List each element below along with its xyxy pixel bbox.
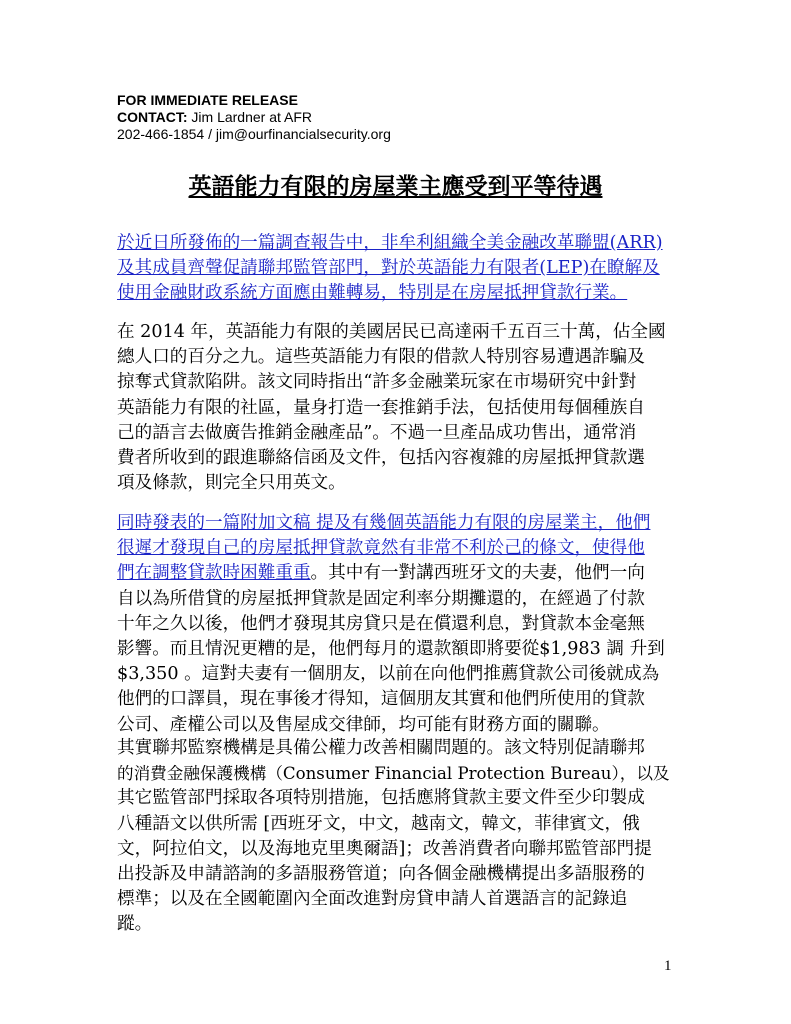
paragraph-line: 影響。而且情況更糟的是，他們每月的還款額即將要從$1,983 調 升到 [117, 639, 665, 660]
page-number: 1 [664, 958, 672, 974]
paragraph-line: $3,350 。這對夫妻有一個朋友，以前在向他們推薦貸款公司後就成為 [117, 664, 660, 685]
recommendations-paragraph [117, 736, 682, 938]
paragraph-line: 在 2014 年，英語能力有限的美國居民已高達兩千五百三十萬，佔全國 [117, 322, 666, 342]
contact-line [117, 109, 391, 126]
contact-value: Jim Lardner at AFR [187, 109, 313, 125]
paragraph-line: 自以為所借貸的房屋抵押貸款是固定利率分期攤還的，在經過了付款 [117, 588, 645, 609]
paragraph-line: 他們的口譯員，現在事後才得知，這個朋友其實和他們所使用的貸款 [117, 689, 645, 710]
paragraph-line: 十年之久以後，他們才發現其房貸只是在償還利息，對貸款本金毫無 [117, 613, 645, 634]
case-link-line[interactable]: 同時發表的一篇附加文稿 提及有幾個英語能力有限的房屋業主，他們 [117, 513, 651, 533]
intro-link-line[interactable]: 使用金融財政系統方面應由難轉易，特別是在房屋抵押貸款行業。 [117, 283, 628, 304]
press-header [117, 92, 391, 143]
paragraph-line: 出投訴及申請諮詢的多語服務管道；向各個金融機構提出多語服務的 [117, 864, 645, 885]
document-title: 英語能力有限的房屋業主應受到平等待遇 [188, 173, 603, 200]
case-study-paragraph [117, 511, 682, 738]
paragraph-line: 八種語文以供所需 [西班牙文，中文，越南文，韓文，菲律賓文，俄 [117, 813, 640, 834]
intro-link-line[interactable]: 於近日所發佈的一篇調查報告中，非牟利組織全美金融改革聯盟(ARR) [117, 233, 663, 253]
release-line: FOR IMMEDIATE RELEASE [117, 92, 298, 108]
paragraph-line: 費者所收到的跟進聯絡信函及文件，包括內容複雜的房屋抵押貸款選 [117, 448, 645, 469]
statistics-paragraph [117, 320, 682, 496]
paragraph-line: 蹤。 [117, 914, 153, 935]
paragraph-line: 其它監管部門採取各項特別措施，包括應將貸款主要文件至少印製成 [117, 788, 645, 809]
paragraph-line: 總人口的百分之九。這些英語能力有限的借款人特別容易遭遇詐騙及 [117, 347, 645, 368]
case-link-end[interactable]: 們在調整貸款時困難重重 [117, 563, 311, 584]
contact-label: CONTACT: [117, 109, 188, 125]
paragraph-line: 項及條款，則完全只用英文。 [117, 473, 346, 494]
case-text: 。其中有一對講西班牙文的夫妻，他們一向 [310, 563, 645, 584]
phone-email-line: 202-466-1854 / jim@ourfinancialsecurity.org [117, 126, 391, 142]
paragraph-line: 己的語言去做廣告推銷金融產品”。不過一旦產品成功售出，通常消 [117, 422, 637, 443]
paragraph-line: 標準；以及在全國範圍內全面改進對房貸申請人首選語言的記錄追 [117, 889, 628, 910]
paragraph-line: 英語能力有限的社區，量身打造一套推銷手法，包括使用每個種族自 [117, 397, 645, 418]
paragraph-line: 掠奪式貸款陷阱。該文同時指出“許多金融業玩家在市場研究中針對 [117, 372, 637, 393]
intro-paragraph[interactable] [117, 231, 682, 307]
paragraph-line: 公司、產權公司以及售屋成交律師，均可能有財務方面的關聯。 [117, 714, 610, 735]
paragraph-line: 文，阿拉伯文，以及海地克里奧爾語]；改善消費者向聯邦監管部門提 [117, 838, 652, 859]
case-link-line[interactable]: 很遲才發現自己的房屋抵押貸款竟然有非常不利於己的條文，使得他 [117, 538, 645, 559]
paragraph-line: 的消費金融保護機構（Consumer Financial Protection Bureau），以及 [117, 764, 670, 784]
paragraph-line: 其實聯邦監察機構是具備公權力改善相關問題的。該文特別促請聯邦 [117, 738, 645, 758]
paragraph-line [117, 561, 682, 586]
intro-link-line[interactable]: 及其成員齊聲促請聯邦監管部門，對於英語能力有限者(LEP)在瞭解及 [117, 258, 660, 279]
